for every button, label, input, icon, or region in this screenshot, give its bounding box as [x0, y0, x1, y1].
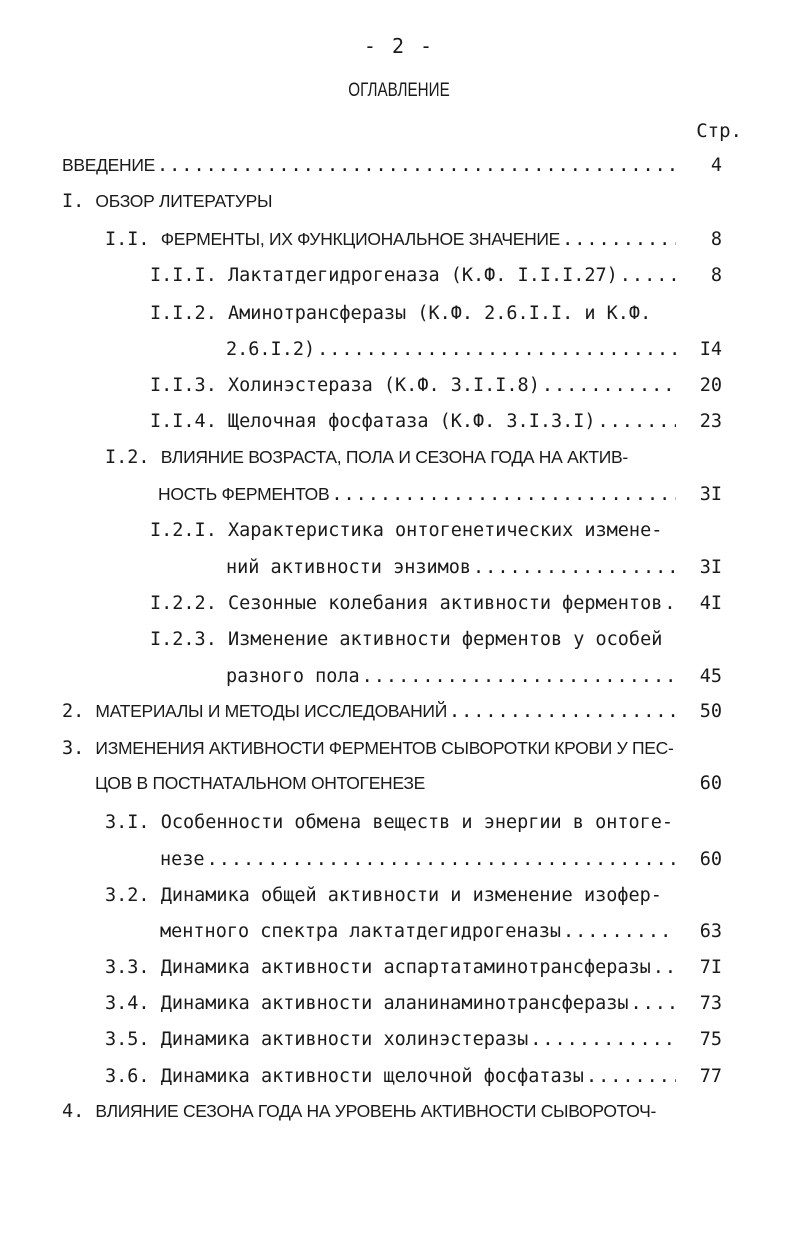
toc-page: I4: [699, 339, 722, 360]
toc-label: ВЛИЯНИЕ СЕЗОНА ГОДА НА УРОВЕНЬ АКТИВНОСТИ СЫВОРОТОЧ-: [95, 1101, 657, 1121]
toc-entry-s1-2-3-line1[interactable]: [150, 629, 662, 650]
toc-entry-s3-line2[interactable]: [95, 773, 722, 794]
toc-entry-s2[interactable]: [62, 701, 722, 722]
leader-dots: [473, 557, 676, 578]
toc-label: ВВЕДЕНИЕ: [62, 155, 156, 175]
toc-entry-s3-6[interactable]: [105, 1066, 722, 1087]
toc-label: Динамика активности щелочной фосфатазы: [160, 1066, 584, 1087]
toc-page: 45: [699, 666, 722, 687]
toc-entry-s3-2-line2[interactable]: [160, 921, 722, 942]
toc-label-cont: 2.6.I.2): [226, 339, 316, 360]
toc-num: 2.: [62, 701, 85, 722]
toc-num: 4.: [62, 1101, 85, 1122]
leader-dots: [631, 993, 677, 1014]
toc-page: 8: [710, 229, 722, 250]
toc-label: Аминотрансферазы (К.Ф. 2.6.I.I. и К.Ф.: [227, 303, 652, 324]
toc-page: 60: [699, 849, 722, 870]
toc-entry-s3-3[interactable]: [105, 957, 722, 978]
toc-num: I.2.3.: [150, 629, 217, 650]
toc-page: 63: [699, 921, 722, 942]
leader-dots: [207, 849, 676, 870]
toc-page: 4I: [699, 593, 722, 614]
toc-label: Характеристика онтогенетических измене-: [227, 520, 663, 541]
toc-num: I.2.2.: [150, 593, 217, 614]
leader-dots: [598, 411, 676, 432]
toc-page: 3I: [699, 484, 722, 505]
toc-entry-s1-1-2-line1[interactable]: [150, 303, 651, 324]
toc-entry-s1-1[interactable]: [105, 229, 722, 250]
leader-dots: [620, 265, 676, 286]
toc-num: 3.2.: [105, 885, 150, 906]
toc-num: 3.5.: [105, 1029, 150, 1050]
toc-page: 7I: [699, 957, 722, 978]
toc-entry-intro[interactable]: [62, 155, 722, 176]
leader-dots: [562, 229, 676, 250]
toc-entry-s3-1-line1[interactable]: [105, 812, 673, 833]
toc-label: ИЗМЕНЕНИЯ АКТИВНОСТИ ФЕРМЕНТОВ СЫВОРОТКИ КРОВИ У ПЕС-: [95, 738, 674, 758]
page-number: - 2 -: [363, 34, 435, 58]
toc-entry-s3-1-line2[interactable]: [160, 849, 722, 870]
leader-dots: [653, 957, 676, 978]
toc-label-cont: ЦОВ В ПОСТНАТАЛЬНОМ ОНТОГЕНЕЗЕ: [95, 773, 426, 793]
toc-page: 8: [710, 265, 722, 286]
toc-num: I.: [62, 191, 85, 212]
toc-page: 75: [699, 1029, 722, 1050]
toc-entry-s3-5[interactable]: [105, 1029, 722, 1050]
toc-label: Динамика активности аланинаминотрансферазы: [160, 993, 629, 1014]
leader-dots: [157, 155, 676, 176]
toc-label-cont: ний активности энзимов: [226, 557, 472, 578]
toc-label: ВЛИЯНИЕ ВОЗРАСТА, ПОЛА И СЕЗОНА ГОДА НА АКТИВ-: [160, 447, 628, 467]
toc-label: ФЕРМЕНТЫ, ИХ ФУНКЦИОНАЛЬНОЕ ЗНАЧЕНИЕ: [160, 229, 561, 249]
leader-dots: [563, 921, 676, 942]
toc-entry-s3-2-line1[interactable]: [105, 885, 662, 906]
leader-dots: [586, 1066, 676, 1087]
toc-entry-s1-2-3-line2[interactable]: [226, 666, 722, 687]
toc-num: I.I.2.: [150, 303, 217, 324]
leader-dots: [449, 701, 676, 722]
toc-entry-s1-1-3[interactable]: [150, 375, 722, 396]
toc-label: Динамика активности холинэстеразы: [160, 1029, 529, 1050]
toc-label-cont: незе: [160, 849, 205, 870]
page-title: ОГЛАВЛЕНИЕ: [348, 80, 450, 101]
toc-entry-s1-2-1-line2[interactable]: [226, 557, 722, 578]
toc-num: 3.3.: [105, 957, 150, 978]
leader-dots: [362, 666, 676, 687]
toc-label: Лактатдегидрогеназа (К.Ф. I.I.I.27): [227, 265, 618, 286]
toc-label-cont: разного пола: [226, 666, 360, 687]
toc-num: I.I.I.: [150, 265, 217, 286]
toc-label: МАТЕРИАЛЫ И МЕТОДЫ ИССЛЕДОВАНИЙ: [95, 701, 447, 721]
toc-label: Щелочная фосфатаза (К.Ф. 3.I.3.I): [227, 411, 596, 432]
toc-entry-s1-1-2-line2[interactable]: [226, 339, 722, 360]
toc-page: 60: [699, 773, 722, 794]
toc-entry-s3-4[interactable]: [105, 993, 722, 1014]
toc-label: Изменение активности ферментов у особей: [227, 629, 663, 650]
toc-entry-s1-2-1-line1[interactable]: [150, 520, 662, 541]
toc-num: I.2.I.: [150, 520, 217, 541]
toc-entry-s1[interactable]: [62, 191, 272, 212]
leader-dots: [542, 375, 676, 396]
toc-page: 77: [699, 1066, 722, 1087]
toc-entry-s3-line1[interactable]: [62, 738, 674, 759]
page-column-header: Стр.: [696, 120, 742, 142]
toc-label: Динамика общей активности и изменение изофер-: [160, 885, 662, 906]
toc-num: I.I.3.: [150, 375, 217, 396]
toc-num: I.I.4.: [150, 411, 217, 432]
leader-dots: [317, 339, 676, 360]
toc-page: 50: [699, 701, 722, 722]
toc-num: I.I.: [105, 229, 150, 250]
leader-dots: [427, 773, 676, 794]
toc-num: 3.4.: [105, 993, 150, 1014]
leader-dots: [530, 1029, 676, 1050]
toc-page: 3I: [699, 557, 722, 578]
toc-entry-s1-2-line1[interactable]: [105, 447, 628, 468]
leader-dots: [331, 484, 676, 505]
toc-entry-s1-2-line2[interactable]: [158, 484, 722, 505]
toc-label-cont: ментного спектра лактатдегидрогеназы: [160, 921, 561, 942]
toc-num: I.2.: [105, 447, 150, 468]
toc-page: 73: [699, 993, 722, 1014]
toc-label: Особенности обмена веществ и энергии в онтоге-: [160, 812, 674, 833]
toc-label: Холинэстераза (К.Ф. 3.I.I.8): [227, 375, 540, 396]
leader-dots: [664, 593, 676, 614]
toc-label: Динамика активности аспартатаминотрансферазы: [160, 957, 651, 978]
toc-label: ОБЗОР ЛИТЕРАТУРЫ: [95, 191, 273, 211]
toc-entry-s1-2-2[interactable]: [150, 593, 722, 614]
toc-num: 3.I.: [105, 812, 150, 833]
toc-num: 3.6.: [105, 1066, 150, 1087]
toc-entry-s4[interactable]: [62, 1101, 656, 1122]
toc-label: Сезонные колебания активности ферментов: [227, 593, 663, 614]
toc-page: 20: [699, 375, 722, 396]
toc-label-cont: НОСТЬ ФЕРМЕНТОВ: [158, 484, 330, 504]
toc-num: 3.: [62, 738, 85, 759]
toc-entry-s1-1-1[interactable]: [150, 265, 722, 286]
toc-page: 4: [710, 155, 722, 176]
toc-entry-s1-1-4[interactable]: [150, 411, 722, 432]
toc-page: 23: [699, 411, 722, 432]
